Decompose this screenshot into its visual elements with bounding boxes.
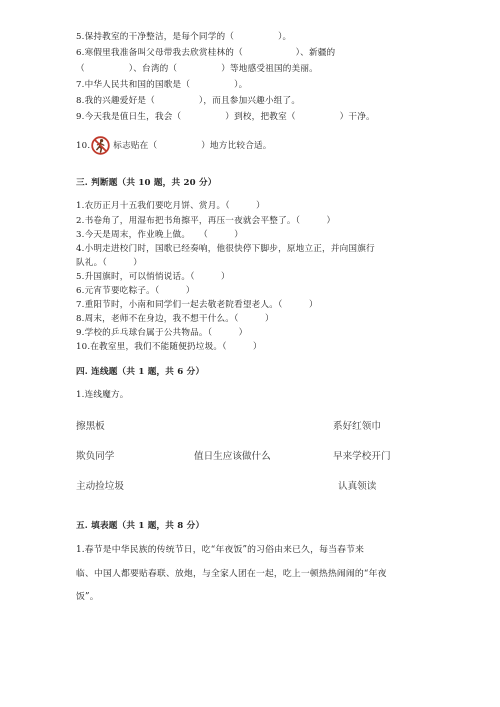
fill-item-10-text: 标志贴在（ ）地方比较合适。 [113,141,272,151]
prose-line-2: 临、中国人都要贴春联、放炮，与全家人团在一起，吃上一顿热热闹闹的“年夜 [76,569,387,579]
section-4-title: 四. 连线题（共 1 题，共 6 分） [76,367,205,377]
section-4-instruction: 1.连线魔方。 [76,390,129,400]
section-3-title: 三. 判断题（共 10 题，共 20 分） [76,178,217,188]
fill-item-10 [76,136,272,156]
no-running-sign-icon [91,136,110,155]
judge-item-1: 1.农历正月十五我们要吃月饼、赏月。（ ） [76,201,265,211]
fill-item-5: 5.保持教室的干净整洁，是每个同学的（ ）。 [76,32,292,42]
judge-item-7: 7.重阳节时，小南和同学们一起去敬老院看望老人。（ ） [76,300,318,310]
judge-item-10: 10.在教室里，我们不能随便扔垃圾。（ ） [76,342,262,352]
judge-item-4: 4.小明走进校门时，国歌已经奏响，他很快停下脚步，原地立正，并向国旗行 [76,244,375,254]
match-right-1[interactable]: 系好红领巾 [333,421,381,432]
prose-line-1: 1.春节是中华民族的传统节日，吃“年夜饭”的习俗由来已久，每当春节来 [76,545,365,555]
match-left-2[interactable]: 欺负同学 [76,451,115,462]
fill-item-9: 9.今天我是值日生，我会（ ）到校，把教室（ ）干净。 [76,112,375,122]
judge-item-8: 8.周末，老师不在身边，我不想干什么。（ ） [76,314,274,324]
match-left-1[interactable]: 擦黑板 [76,421,105,432]
fill-item-10-number: 10. [76,141,91,151]
match-right-3[interactable]: 认真领读 [338,481,377,492]
judge-item-3: 3.今天是周末，作业晚上做。 （ ） [76,230,244,240]
fill-item-8: 8.我的兴趣爱好是（ ），而且参加兴趣小组了。 [76,96,301,106]
judge-item-2: 2.书卷角了，用湿布把书角擦平，再压一夜就会平整了。（ ） [76,216,336,226]
fill-item-6: 6.寒假里我准备叫父母带我去欣赏桂林的（ ）、新疆的 [76,48,336,58]
prose-line-3: 饭”。 [76,592,99,602]
match-right-2[interactable]: 早来学校开门 [333,451,391,462]
judge-item-9: 9.学校的乒乓球台属于公共物品。（ ） [76,328,248,338]
fill-item-7: 7.中华人民共和国的国歌是（ ）。 [76,80,248,90]
fill-item-6-cont: （ ）、台湾的（ ）等地感受祖国的美丽。 [76,64,318,74]
judge-item-6: 6.元宵节要吃粽子。（ ） [76,286,195,296]
section-5-title: 五. 填表题（共 1 题，共 8 分） [76,521,205,531]
match-middle[interactable]: 值日生应该做什么 [194,451,271,462]
judge-item-4-cont: 队礼。（ ） [76,258,143,268]
match-left-3[interactable]: 主动捡垃圾 [76,481,124,492]
judge-item-5: 5.升国旗时，可以悄悄说话。（ ） [76,272,230,282]
